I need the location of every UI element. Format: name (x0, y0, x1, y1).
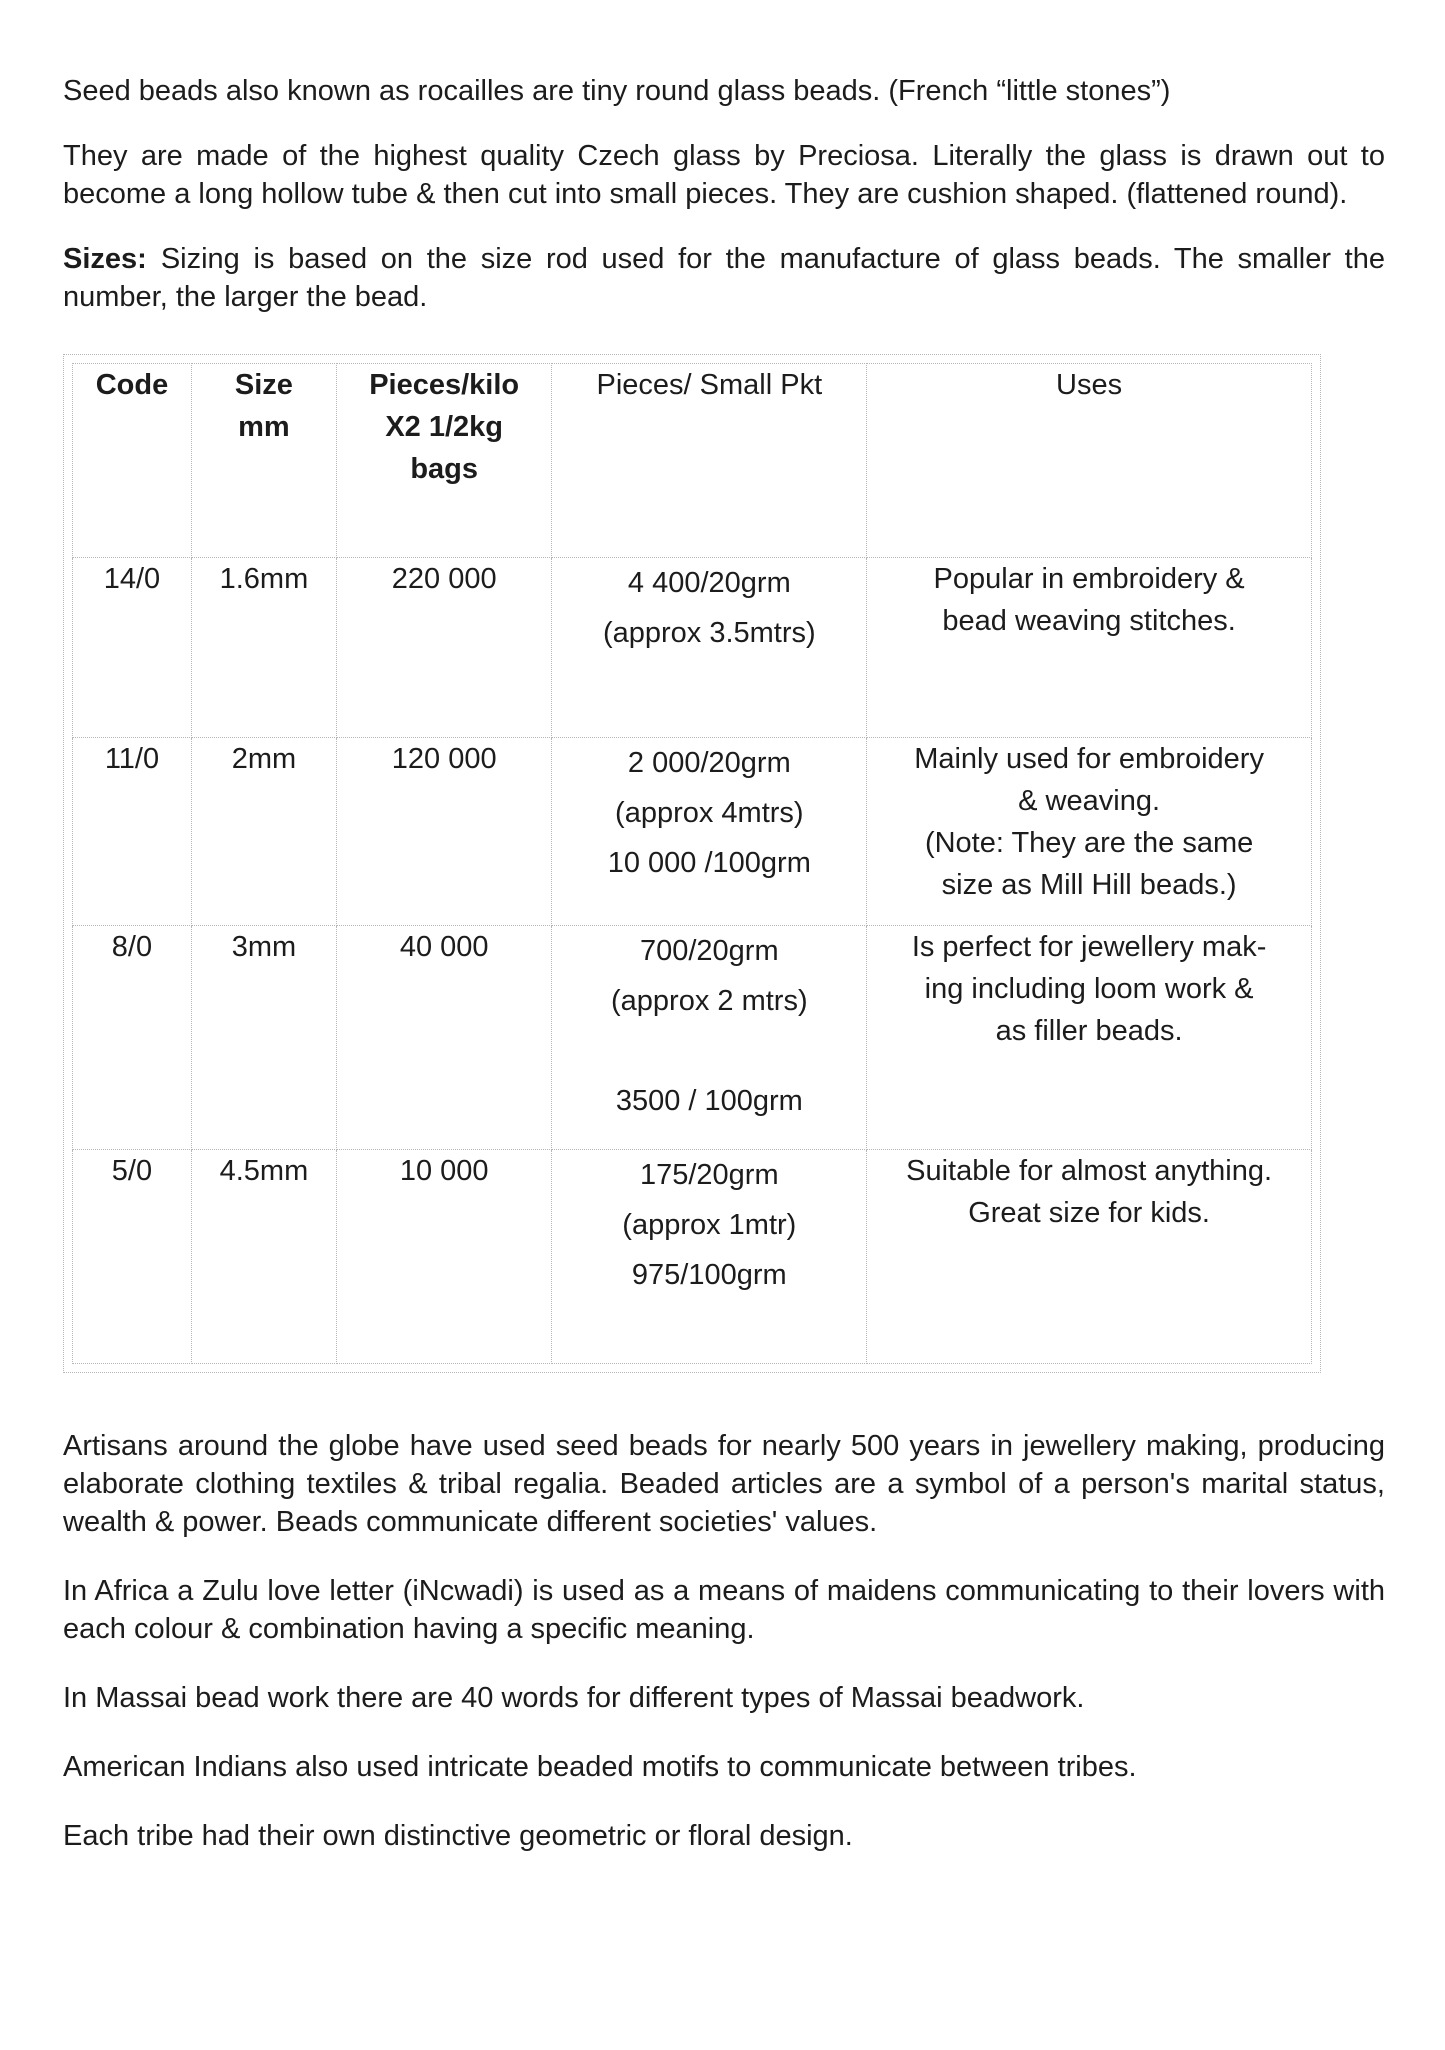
intro-paragraph-2: They are made of the highest quality Czech glass by Preciosa. Literally the glass is drawn out to become a long hollow tube & then cut into small pieces. They are cushion shaped. (flattened round). (63, 140, 1385, 210)
footer-paragraph-zulu: In Africa a Zulu love letter (iNcwadi) is used as a means of maidens communicating to their lovers with each colour & combination having a specific meaning. (63, 1575, 1385, 1645)
bead-size-table (72, 363, 1312, 1364)
pkt-line (552, 1026, 866, 1076)
footer-paragraph-american-indians: American Indians also used intricate beaded motifs to communicate between tribes. (63, 1751, 1137, 1783)
code-value: 8/0 (73, 926, 192, 1150)
footer-paragraph-artisans: Artisans around the globe have used seed beads for nearly 500 years in jewellery making, producing elaborate clothing textiles & tribal regalia. Beaded articles are a symbol of a person's marital status, wealth & power. Beads communicate different societies' values. (63, 1430, 1385, 1538)
uses-line: Suitable for almost anything. (906, 1155, 1273, 1187)
pkt-line: 4 400/20grm (627, 567, 791, 599)
header-line: Code (95, 369, 169, 401)
uses-line: Is perfect for jewellery mak- (911, 931, 1267, 963)
pieces-kilo-value: 120 000 (336, 738, 552, 926)
table-row-11-0 (73, 738, 1312, 926)
table-row-5-0 (73, 1150, 1312, 1364)
pkt-line: 2 000/20grm (627, 747, 791, 779)
sizes-text: Sizing is based on the size rod used for the manufacture of glass beads. The smaller the number, the larger the bead. (63, 243, 1385, 313)
header-line: X2 1/2kg (385, 411, 504, 443)
uses-line: size as Mill Hill beads.) (941, 869, 1237, 901)
uses-line: & weaving. (1018, 785, 1161, 817)
pieces-kilo-value: 10 000 (336, 1150, 552, 1364)
pieces-kilo-value: 40 000 (336, 926, 552, 1150)
small-pkt-value (552, 926, 867, 1150)
code-value: 11/0 (73, 738, 192, 926)
column-header-size (191, 364, 336, 558)
column-header-uses (867, 364, 1312, 558)
column-header-small-pkt (552, 364, 867, 558)
column-header-code (73, 364, 192, 558)
header-line: Pieces/ Small Pkt (596, 369, 823, 401)
uses-line: Popular in embroidery & (933, 563, 1245, 595)
header-line: mm (238, 411, 290, 443)
uses-value (867, 738, 1312, 926)
uses-value (867, 558, 1312, 738)
footer-paragraph-massai: In Massai bead work there are 40 words for different types of Massai beadwork. (63, 1682, 1085, 1714)
uses-line: Mainly used for embroidery (914, 743, 1264, 775)
pkt-line: 975/100grm (631, 1259, 787, 1291)
small-pkt-value (552, 558, 867, 738)
uses-line: (Note: They are the same (924, 827, 1254, 859)
uses-line: ing including loom work & (924, 973, 1254, 1005)
header-line: bags (410, 453, 479, 485)
code-value: 14/0 (73, 558, 192, 738)
footer-paragraph-tribe-design: Each tribe had their own distinctive geometric or floral design. (63, 1820, 853, 1852)
table-row-14-0 (73, 558, 1312, 738)
size-value: 1.6mm (191, 558, 336, 738)
table-header-row (73, 364, 1312, 558)
pkt-line: (approx 3.5mtrs) (602, 617, 816, 649)
pkt-line: (approx 2 mtrs) (611, 985, 808, 1017)
bead-size-table-border (63, 354, 1321, 1373)
pkt-line: 700/20grm (639, 935, 779, 967)
small-pkt-value (552, 1150, 867, 1364)
uses-value (867, 1150, 1312, 1364)
sizes-paragraph (63, 240, 1385, 316)
pkt-line: 175/20grm (639, 1159, 779, 1191)
pkt-line: (approx 4mtrs) (615, 797, 804, 829)
uses-value (867, 926, 1312, 1150)
header-line: Uses (1056, 369, 1123, 401)
size-value: 3mm (191, 926, 336, 1150)
uses-line: Great size for kids. (968, 1197, 1210, 1229)
pkt-line: 3500 / 100grm (615, 1085, 803, 1117)
uses-line: as filler beads. (995, 1015, 1183, 1047)
uses-line: bead weaving stitches. (942, 605, 1236, 637)
table-row-8-0 (73, 926, 1312, 1150)
intro-paragraph-1: Seed beads also known as rocailles are tiny round glass beads. (French “little stones”) (63, 75, 1171, 107)
header-line: Pieces/kilo (369, 369, 520, 401)
size-value: 2mm (191, 738, 336, 926)
pieces-kilo-value: 220 000 (336, 558, 552, 738)
sizes-label: Sizes: (63, 243, 147, 275)
header-line: Size (234, 369, 293, 401)
column-header-pieces-kilo (336, 364, 552, 558)
pkt-line: (approx 1mtr) (622, 1209, 797, 1241)
pkt-line: 10 000 /100grm (607, 847, 811, 879)
size-value: 4.5mm (191, 1150, 336, 1364)
code-value: 5/0 (73, 1150, 192, 1364)
small-pkt-value (552, 738, 867, 926)
